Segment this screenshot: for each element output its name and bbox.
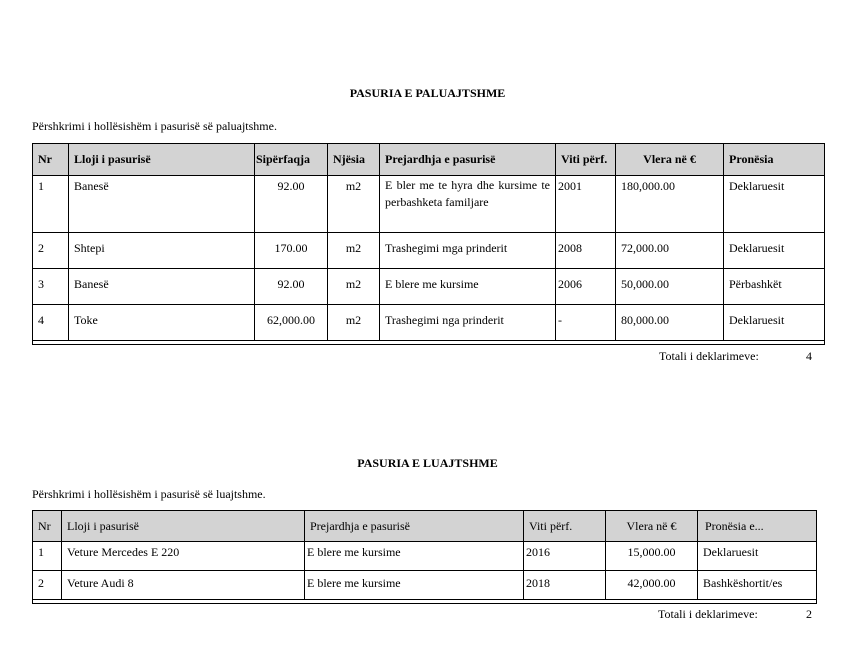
cell-nr: 1 [33, 176, 69, 233]
cell-type: Veture Audi 8 [62, 571, 305, 600]
cell-origin: Trashegimi mga prinderit [380, 233, 556, 269]
cell-type: Veture Mercedes E 220 [62, 542, 305, 571]
cell-unit: m2 [328, 305, 380, 341]
cell-year: 2016 [524, 542, 606, 571]
cell-origin: E bler me te hyra dhe kursime te perbashketa familjare [380, 176, 556, 233]
cell-nr: 1 [33, 542, 62, 571]
cell-ownership: Deklaruesit [724, 305, 825, 341]
cell-ownership: Deklaruesit [724, 176, 825, 233]
cell-nr: 3 [33, 269, 69, 305]
cell-year: 2006 [556, 269, 616, 305]
table-gap-row [33, 341, 825, 345]
immovable-total-label: Totali i deklarimeve: [659, 349, 759, 363]
cell-ownership: Deklaruesit [698, 542, 817, 571]
table-row [33, 233, 825, 269]
header-origin: Prejardhja e pasurisë [380, 144, 556, 176]
cell-type: Toke [69, 305, 255, 341]
table-row [33, 571, 817, 600]
header-nr: Nr [33, 144, 69, 176]
header-type: Lloji i pasurisë [62, 511, 305, 542]
immovable-intro: Përshkrimi i hollësishëm i pasurisë së paluajtshme. [32, 119, 277, 133]
cell-origin: Trashegimi nga prinderit [380, 305, 556, 341]
cell-area: 170.00 [255, 233, 328, 269]
cell-year: 2001 [556, 176, 616, 233]
cell-ownership: Bashkëshortit/es [698, 571, 817, 600]
table-gap [33, 341, 825, 345]
table-gap-row [33, 600, 817, 604]
cell-year: 2018 [524, 571, 606, 600]
cell-area: 62,000.00 [255, 305, 328, 341]
cell-value: 15,000.00 [606, 542, 698, 571]
movable-title: PASURIA E LUAJTSHME [357, 456, 498, 470]
cell-unit: m2 [328, 176, 380, 233]
cell-ownership: Përbashkët [724, 269, 825, 305]
table-row [33, 269, 825, 305]
header-year: Viti përf. [556, 144, 616, 176]
cell-origin: E blere me kursime [305, 571, 524, 600]
cell-origin: E blere me kursime [305, 542, 524, 571]
immovable-title: PASURIA E PALUAJTSHME [349, 86, 506, 100]
table-row [33, 176, 825, 233]
cell-origin: E blere me kursime [380, 269, 556, 305]
cell-ownership: Deklaruesit [724, 233, 825, 269]
cell-unit: m2 [328, 269, 380, 305]
immovable-table [32, 143, 825, 345]
cell-nr: 2 [33, 233, 69, 269]
cell-value: 80,000.00 [616, 305, 724, 341]
header-unit: Njësia [328, 144, 380, 176]
header-value: Vlera në € [606, 511, 698, 542]
cell-nr: 2 [33, 571, 62, 600]
cell-value: 50,000.00 [616, 269, 724, 305]
header-type: Lloji i pasurisë [69, 144, 255, 176]
header-ownership: Pronësia e... [698, 511, 817, 542]
movable-total-label: Totali i deklarimeve: [658, 607, 758, 621]
header-origin: Prejardhja e pasurisë [305, 511, 524, 542]
table-row [33, 542, 817, 571]
immovable-total-value: 4 [806, 349, 812, 363]
cell-year: - [556, 305, 616, 341]
movable-header-row [33, 511, 817, 542]
cell-value: 180,000.00 [616, 176, 724, 233]
cell-value: 72,000.00 [616, 233, 724, 269]
table-gap [33, 600, 817, 604]
cell-unit: m2 [328, 233, 380, 269]
cell-nr: 4 [33, 305, 69, 341]
cell-type: Banesë [69, 269, 255, 305]
table-row [33, 305, 825, 341]
header-value: Vlera në € [616, 144, 724, 176]
movable-intro: Përshkrimi i hollësishëm i pasurisë së luajtshme. [32, 487, 266, 501]
header-nr: Nr [33, 511, 62, 542]
cell-area: 92.00 [255, 269, 328, 305]
header-area: Sipërfaqja [255, 144, 328, 176]
header-year: Viti përf. [524, 511, 606, 542]
movable-total-value: 2 [806, 607, 812, 621]
movable-table [32, 510, 817, 604]
cell-value: 42,000.00 [606, 571, 698, 600]
immovable-header-row [33, 144, 825, 176]
header-ownership: Pronësia [724, 144, 825, 176]
cell-year: 2008 [556, 233, 616, 269]
cell-type: Shtepi [69, 233, 255, 269]
cell-type: Banesë [69, 176, 255, 233]
cell-area: 92.00 [255, 176, 328, 233]
